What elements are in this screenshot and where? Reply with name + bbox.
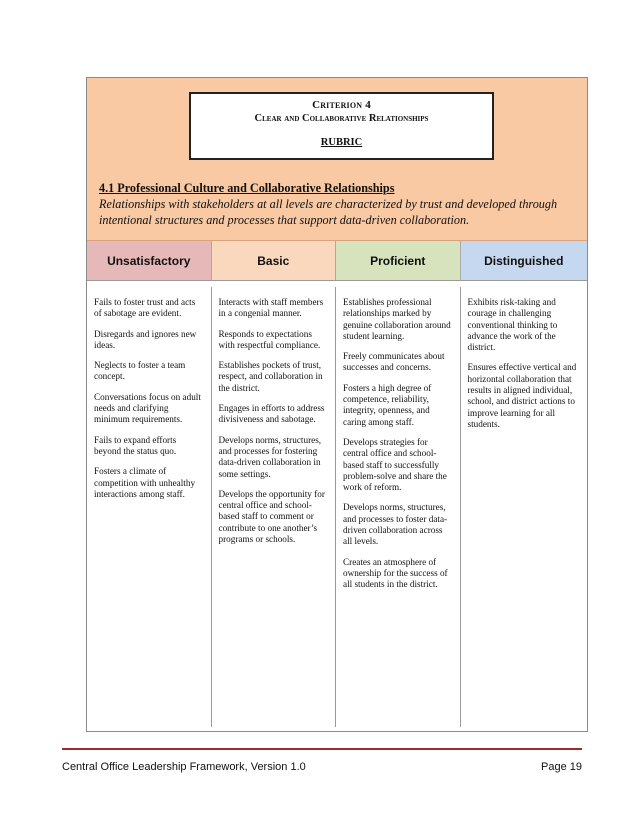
rubric-label: RUBRIC bbox=[320, 137, 363, 148]
level-proficient: Proficient bbox=[336, 241, 461, 280]
column-distinguished bbox=[461, 287, 587, 727]
descriptor: Fails to foster trust and acts of sabotage are evident. bbox=[94, 297, 196, 319]
descriptor: Fosters a climate of competition with unhealthy interactions among staff. bbox=[94, 466, 196, 499]
footer-page-number: Page 19 bbox=[541, 761, 582, 773]
descriptor: Establishes professional relationships marked by genuine collaboration around student learning. bbox=[343, 297, 451, 341]
level-basic: Basic bbox=[212, 241, 337, 280]
section-description: Relationships with stakeholders at all levels are characterized by trust and developed through intentional structures and processes that support data-driven collaboration. bbox=[99, 197, 558, 227]
descriptor: Disregards and ignores new ideas. bbox=[94, 328, 197, 350]
level-unsatisfactory: Unsatisfactory bbox=[87, 241, 212, 280]
descriptor: Develops the opportunity for central office and school-based staff to comment or contribute to one another’s programs or schools. bbox=[218, 488, 325, 545]
page-footer bbox=[62, 748, 582, 774]
section-title: 4.1 Professional Culture and Collaborative Relationships bbox=[99, 181, 395, 195]
rubric-columns bbox=[87, 287, 587, 727]
criterion-box bbox=[189, 92, 494, 160]
column-proficient bbox=[336, 287, 461, 727]
descriptor: Develops norms, structures, and processes for fostering data-driven collaboration in some settings. bbox=[218, 434, 322, 479]
level-distinguished: Distinguished bbox=[461, 241, 587, 280]
criterion-title: Clear and Collaborative Relationships bbox=[254, 113, 429, 124]
descriptor: Responds to expectations with respectful compliance. bbox=[218, 328, 321, 350]
descriptor: Freely communicates about successes and concerns. bbox=[343, 351, 445, 373]
descriptor: Establishes pockets of trust, respect, and collaboration in the district. bbox=[218, 360, 323, 393]
descriptor: Fails to expand efforts beyond the status quo. bbox=[94, 434, 177, 456]
descriptor: Develops norms, structures, and processes to foster data-driven collaboration across all levels. bbox=[343, 502, 448, 547]
descriptor: Develops strategies for central office and school-based staff to successfully problem-solve and share the work of reform. bbox=[343, 436, 447, 493]
descriptor: Conversations focus on adult needs and clarifying minimum requirements. bbox=[94, 391, 201, 425]
descriptor: Fosters a high degree of competence, reliability, integrity, openness, and caring among staff. bbox=[343, 382, 432, 427]
descriptor: Neglects to foster a team concept. bbox=[94, 360, 186, 382]
rubric-frame bbox=[86, 77, 588, 732]
column-basic bbox=[212, 287, 337, 727]
descriptor: Exhibits risk-taking and courage in challenging conventional thinking to advance the work of the district. bbox=[467, 297, 558, 353]
footer-document-title: Central Office Leadership Framework, Version 1.0 bbox=[62, 761, 306, 773]
descriptor: Interacts with staff members in a congenial manner. bbox=[218, 297, 324, 319]
criterion-header-band bbox=[87, 78, 587, 241]
criterion-number: Criterion 4 bbox=[312, 99, 371, 111]
level-header-row bbox=[87, 241, 587, 281]
descriptor: Ensures effective vertical and horizontal collaboration that results in aligned individual, school, and district actions to improve learning for all students. bbox=[467, 362, 577, 429]
descriptor: Creates an atmosphere of ownership for the success of all students in the district. bbox=[343, 556, 448, 590]
column-unsatisfactory bbox=[87, 287, 212, 727]
descriptor: Engages in efforts to address divisiveness and sabotage. bbox=[218, 403, 325, 425]
